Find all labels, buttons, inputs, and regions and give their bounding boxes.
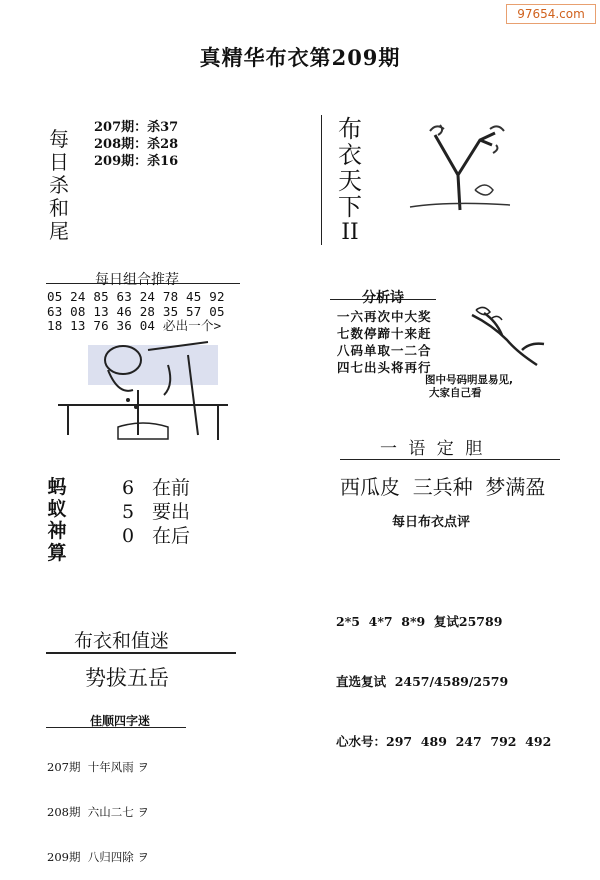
ant-row [122,524,190,548]
combo-row: 05 24 85 63 24 78 45 92 [47,289,225,304]
poem-note-line: 大家自己看 [429,387,482,399]
monkey-illustration [48,335,243,445]
riddle-row: 207期 十年风雨 ヲ [47,760,149,774]
poem-note-line: 图中号码明显易见, [425,374,513,386]
one-word-phrase: 西瓜皮 三兵种 梦满盈 [340,475,546,499]
riddle-heading: 布衣和值迷 [74,630,170,652]
ant-number: 5 [122,501,135,523]
heading-char: 每 [49,127,69,151]
riddle-sub-heading: 佳顺四字迷 [90,714,151,728]
ant-row [122,500,190,524]
heading-char: 衣 [338,141,362,169]
site-watermark: 97654.com [506,4,596,24]
heading-char: 天 [338,167,362,195]
kill-tail-list [94,119,178,170]
ant-text: 在后 [152,525,191,547]
kill-tail-row: 209期：杀16 [94,154,179,169]
one-word-sub: 每日布衣点评 [392,515,471,530]
riddle-row: 208期 六山二七 ヲ [47,805,149,819]
ant-number: 6 [122,477,135,499]
poem-heading: 分析诗 [362,290,404,306]
heading-char: 杀 [49,173,69,197]
one-word-heading: 一 语 定 胆 [380,439,486,459]
vertical-divider [321,115,322,245]
heading-char: 下 [338,193,362,221]
combo-row: 18 13 76 36 04 必出一个> [47,318,222,333]
numbers-line: 2*5 4*7 8*9 复试25789 [336,614,503,629]
numbers-block [336,572,551,772]
riddle-answer: 势拔五岳 [85,666,169,690]
poem-lines [337,308,432,376]
heading-char: 蚂 [47,476,67,498]
combo-row: 63 08 13 46 28 35 57 05 [47,303,225,319]
heading-char: 尾 [49,219,69,243]
numbers-line: 心水号：297 489 247 792 492 [336,734,552,749]
combo-heading: 每日组合推荐 [95,272,179,288]
heading-suffix: II [341,220,359,245]
one-word-rule [340,459,560,460]
poem-line: 四七出头将再行 [337,360,432,375]
cloth-heading [336,116,364,246]
heading-char: 算 [47,542,67,564]
ant-heading [46,476,68,564]
riddle-rule [46,652,236,654]
numbers-line: 直选复试 2457/4589/2579 [336,674,509,689]
riddle-list [47,730,149,880]
ant-number: 0 [122,525,135,547]
heading-char: 日 [49,150,69,174]
ant-list [122,476,190,548]
poem-line: 八码单取一二合 [337,343,432,358]
heading-char: 蚁 [47,498,67,520]
riddle-row: 209期 八归四除 ヲ [47,850,149,864]
combo-grid [47,290,225,334]
ant-text: 在前 [152,477,191,499]
poem-line: 七数停蹄十来赶 [337,326,432,341]
ant-text: 要出 [152,501,191,523]
branch-sketch [462,300,552,370]
kill-tail-heading [48,128,70,243]
tree-sketch [400,115,540,215]
heading-char: 神 [47,520,67,542]
ant-row [122,476,190,500]
kill-tail-row: 208期：杀28 [94,137,179,152]
heading-char: 和 [49,196,69,220]
poem-note [425,374,513,400]
poem-line: 一六再次中大奖 [337,309,432,324]
page-title: 真精华布衣第209期 [199,45,401,70]
heading-char: 布 [338,115,362,143]
kill-tail-row: 207期：杀37 [94,120,179,135]
